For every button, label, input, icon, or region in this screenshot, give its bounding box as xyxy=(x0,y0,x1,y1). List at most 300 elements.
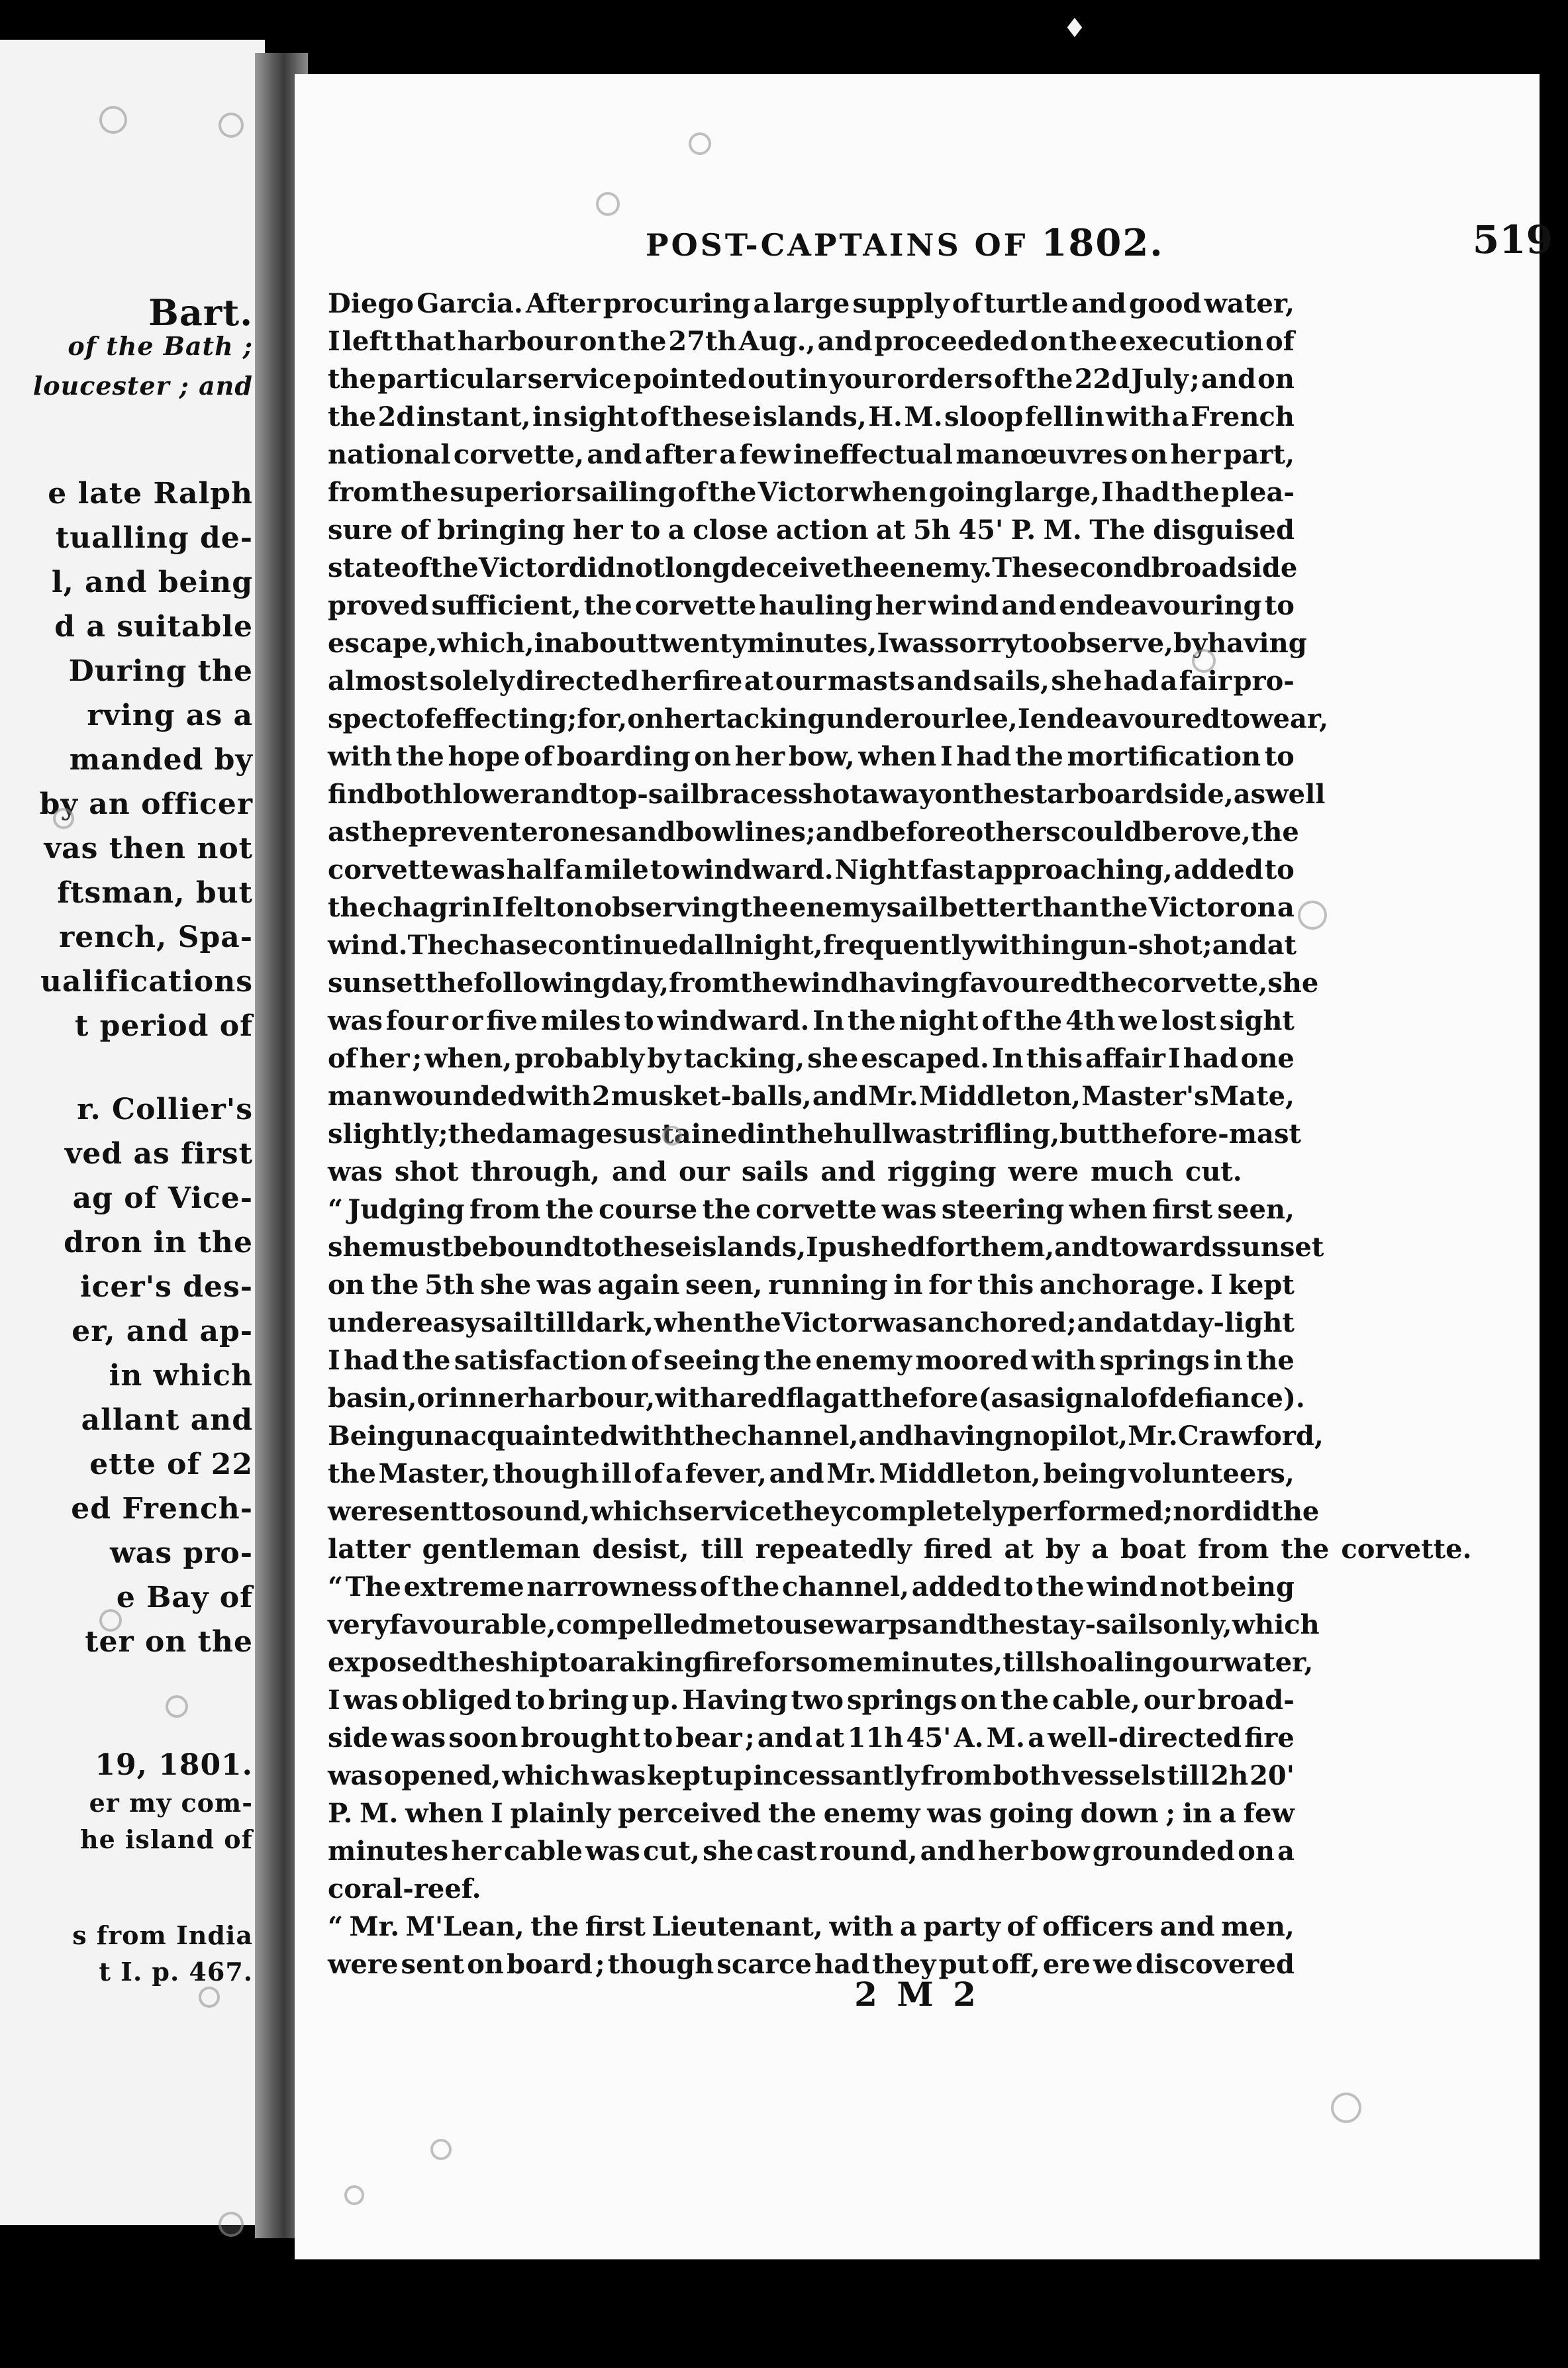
dust-speck xyxy=(199,1987,220,2008)
word: water, xyxy=(1204,288,1295,319)
word: one xyxy=(1240,1043,1295,1074)
text-line xyxy=(328,1267,1295,1303)
word: the xyxy=(732,1307,781,1338)
word: In xyxy=(991,1043,1024,1074)
text-line xyxy=(328,1079,1295,1114)
word: ere xyxy=(1042,1949,1091,1980)
word: sorry xyxy=(944,628,1020,659)
word: sail xyxy=(481,1307,534,1338)
word: Mr. xyxy=(349,1911,400,1942)
word: narrowness xyxy=(526,1571,698,1603)
word: find xyxy=(328,779,385,810)
word: they xyxy=(781,1496,846,1527)
word: of xyxy=(406,703,436,734)
word: on xyxy=(579,326,616,357)
word: to xyxy=(581,1232,612,1263)
page-header xyxy=(295,217,1553,274)
word: through, xyxy=(470,1156,601,1187)
word: though xyxy=(493,1458,599,1489)
word: the xyxy=(328,892,377,923)
word: Master's xyxy=(1081,1081,1209,1112)
word: rove, xyxy=(1177,816,1251,848)
word: at xyxy=(815,1722,845,1753)
word: Judging xyxy=(348,1194,465,1225)
word: 2d xyxy=(377,401,415,432)
word: I xyxy=(492,892,505,923)
word: of xyxy=(981,1005,1011,1036)
word: when, xyxy=(424,1043,513,1074)
word: wind. xyxy=(328,930,408,961)
left-page-line: t I. p. 467. xyxy=(99,1957,253,1987)
word: or xyxy=(451,1005,483,1036)
word: service xyxy=(677,1496,782,1527)
dust-speck xyxy=(344,2185,364,2205)
word: the xyxy=(446,1647,495,1678)
word: which xyxy=(590,1496,678,1527)
word: large xyxy=(773,288,850,319)
left-page-line: vas then not xyxy=(44,832,253,865)
word: channel, xyxy=(781,1571,910,1603)
word: both xyxy=(385,779,453,810)
word: the xyxy=(847,1005,896,1036)
word: was xyxy=(889,628,944,659)
word: to xyxy=(1003,1571,1034,1603)
word: the xyxy=(785,1118,834,1150)
word: a xyxy=(1219,1798,1236,1829)
word: out xyxy=(748,364,797,395)
word: two xyxy=(791,1685,844,1716)
word: seen, xyxy=(1217,1194,1295,1225)
word: lost xyxy=(1161,1005,1216,1036)
text-line xyxy=(328,890,1295,926)
word: the xyxy=(977,1609,1026,1640)
text-line xyxy=(328,1305,1295,1341)
word: had xyxy=(956,741,1012,772)
word: to xyxy=(650,854,680,885)
word: preventer xyxy=(408,816,552,848)
word: off, xyxy=(991,1949,1040,1980)
word: Middleton, xyxy=(918,1081,1081,1112)
word: on xyxy=(960,1685,998,1716)
word: on xyxy=(467,1949,504,1980)
word: sent xyxy=(398,1496,462,1527)
word: “ xyxy=(328,1911,344,1942)
word: from xyxy=(669,967,740,999)
text-line xyxy=(328,928,1295,963)
word: fever, xyxy=(685,1458,767,1489)
word: in xyxy=(534,628,564,659)
word: the xyxy=(618,326,667,357)
word: channel, xyxy=(731,1420,859,1452)
word: on xyxy=(1030,326,1067,357)
text-line xyxy=(328,286,1295,322)
word: and xyxy=(1071,288,1126,319)
word: much xyxy=(1091,1156,1173,1187)
word: being xyxy=(1043,1458,1126,1489)
word: in xyxy=(532,401,562,432)
left-page-line: During the xyxy=(68,654,253,688)
word: our xyxy=(913,703,965,734)
word: a xyxy=(1160,666,1178,697)
word: to xyxy=(1020,628,1050,659)
dust-speck xyxy=(219,113,244,138)
word: affair xyxy=(1085,1043,1165,1074)
text-line xyxy=(328,1343,1295,1379)
word: bear xyxy=(675,1722,742,1753)
word: round, xyxy=(819,1836,918,1867)
word: and xyxy=(815,816,871,848)
word: instant, xyxy=(416,401,531,432)
word: for, xyxy=(577,703,628,734)
word: windward. xyxy=(657,1005,810,1036)
word: she xyxy=(328,1232,379,1263)
word: boat xyxy=(1120,1534,1187,1565)
word: In xyxy=(812,1005,845,1036)
left-page-line: loucester ; and xyxy=(32,371,253,401)
word: was xyxy=(328,1005,383,1036)
word: ineffectual xyxy=(793,439,953,470)
word: action xyxy=(775,515,869,546)
word: the xyxy=(1099,892,1148,923)
word: supply xyxy=(852,288,950,319)
word: very xyxy=(328,1609,390,1640)
word: with xyxy=(1031,1345,1097,1376)
word: the xyxy=(1109,1118,1158,1150)
word: on xyxy=(934,779,972,810)
word: first xyxy=(1152,1194,1213,1225)
word: the xyxy=(740,892,789,923)
word: not xyxy=(1159,1571,1209,1603)
word: a xyxy=(665,1458,683,1489)
word: steering xyxy=(941,1194,1065,1225)
word: the xyxy=(841,552,890,583)
word: corvette xyxy=(634,590,757,621)
word: scarce xyxy=(716,1949,812,1980)
word: braces xyxy=(700,779,799,810)
word: ; xyxy=(1165,1798,1176,1829)
word: when xyxy=(1069,1194,1148,1225)
word: the xyxy=(328,401,377,432)
word: corvette. xyxy=(1341,1534,1472,1565)
word: pro- xyxy=(1233,666,1295,697)
word: fire xyxy=(692,666,743,697)
word: her xyxy=(734,741,785,772)
word: 5h xyxy=(912,515,951,546)
word: observe, xyxy=(1050,628,1173,659)
word: the xyxy=(1171,477,1220,508)
text-line xyxy=(328,1796,1295,1832)
left-page-line: of the Bath ; xyxy=(68,331,253,361)
word: plea- xyxy=(1220,477,1295,508)
word: and xyxy=(1077,1307,1132,1338)
word: or xyxy=(416,1383,449,1414)
word: was xyxy=(391,1722,446,1753)
word: our xyxy=(1143,1685,1195,1716)
word: kept xyxy=(1228,1269,1295,1301)
word: which xyxy=(502,1760,590,1791)
word: the xyxy=(328,1458,377,1489)
word: observing xyxy=(594,892,740,923)
word: added xyxy=(1173,854,1263,885)
word: islands, xyxy=(752,401,867,432)
word: with xyxy=(655,1383,720,1414)
word: well-directed xyxy=(1048,1722,1242,1753)
word: they xyxy=(872,1949,936,1980)
word: though xyxy=(607,1949,714,1980)
word: kept xyxy=(646,1760,713,1791)
word: fell xyxy=(1024,401,1073,432)
word: Diego xyxy=(328,288,414,319)
word: being xyxy=(1211,1571,1295,1603)
word: put xyxy=(938,1949,989,1980)
word: broadside xyxy=(1151,552,1298,583)
word: me xyxy=(709,1609,754,1640)
word: added xyxy=(911,1571,1001,1603)
word: 22d xyxy=(1074,364,1130,395)
word: and xyxy=(1212,930,1267,961)
dust-speck xyxy=(53,808,74,829)
word: few xyxy=(1243,1798,1295,1829)
word: be xyxy=(1142,816,1178,848)
word: M. xyxy=(1043,515,1082,546)
text-line xyxy=(328,1192,1295,1228)
text-line xyxy=(328,399,1295,435)
word: pilot, xyxy=(1050,1420,1128,1452)
word: on xyxy=(1257,364,1295,395)
word: were xyxy=(1008,1156,1079,1187)
word: favoured xyxy=(958,967,1089,999)
word: all xyxy=(697,930,734,961)
word: that xyxy=(394,326,456,357)
left-page-line: l, and being xyxy=(51,566,253,599)
word: fast xyxy=(920,854,976,885)
word: ; xyxy=(805,816,816,848)
word: with xyxy=(328,741,393,772)
word: red xyxy=(736,1383,786,1414)
word: the xyxy=(763,1345,812,1376)
word: which xyxy=(1232,1609,1320,1640)
word: for xyxy=(752,1647,796,1678)
text-line xyxy=(328,550,1298,586)
word: in xyxy=(798,364,828,395)
word: pushed xyxy=(818,1232,926,1263)
word: minutes, xyxy=(873,1647,1003,1678)
left-facing-page xyxy=(0,40,265,2225)
word: springs xyxy=(847,1685,957,1716)
left-page-line: tualling de- xyxy=(55,521,253,555)
text-line xyxy=(328,1116,1301,1152)
word: harbour xyxy=(457,326,577,357)
dust-speck xyxy=(99,1609,122,1632)
word: the xyxy=(395,741,444,772)
word: of xyxy=(699,1571,729,1603)
word: proceeded xyxy=(874,326,1028,357)
word: the xyxy=(1024,364,1073,395)
word: national xyxy=(328,439,451,470)
left-page-line: er my com- xyxy=(89,1788,253,1818)
word: and xyxy=(920,1836,975,1867)
text-line xyxy=(328,513,1295,548)
word: she xyxy=(807,1043,859,1074)
word: plainly xyxy=(510,1798,611,1829)
word: sails, xyxy=(973,666,1050,697)
left-page-line: dron in the xyxy=(64,1226,253,1259)
word: gentleman xyxy=(422,1534,581,1565)
word: on xyxy=(556,892,594,923)
word: to xyxy=(461,1496,492,1527)
word: flag xyxy=(785,1383,841,1414)
word: approaching, xyxy=(977,854,1173,885)
word: man xyxy=(328,1081,393,1112)
word: seen, xyxy=(685,1269,763,1301)
word: the xyxy=(1014,1005,1063,1036)
word: obliged xyxy=(401,1685,512,1716)
word: I xyxy=(328,1345,340,1376)
word: chagrin xyxy=(377,892,491,923)
word: I xyxy=(940,741,953,772)
word: your xyxy=(829,364,896,395)
word: the xyxy=(360,816,409,848)
text-line xyxy=(328,1494,1320,1530)
word: Mate, xyxy=(1209,1081,1295,1112)
word: having xyxy=(1207,628,1307,659)
left-page-line: Bart. xyxy=(148,291,253,334)
word: a xyxy=(753,288,771,319)
word: only, xyxy=(1163,1609,1232,1640)
word: enemy xyxy=(789,892,886,923)
word: course xyxy=(599,1194,698,1225)
word: to xyxy=(1264,741,1295,772)
text-line xyxy=(328,626,1307,662)
word: did xyxy=(568,552,616,583)
text-line xyxy=(328,1607,1320,1643)
word: sustained xyxy=(612,1118,756,1150)
word: following xyxy=(473,967,611,999)
word: day-light xyxy=(1162,1307,1295,1338)
word: to xyxy=(754,1609,784,1640)
left-page-line: rving as a xyxy=(87,699,253,732)
left-page-line: ed French- xyxy=(71,1492,253,1526)
word: the xyxy=(683,1420,732,1452)
word: Mr. xyxy=(868,1081,918,1112)
signature-mark: 2 M 2 xyxy=(854,1975,980,2014)
word: with xyxy=(618,1420,683,1452)
word: defiance). xyxy=(1159,1383,1305,1414)
word: Victor xyxy=(1148,892,1239,923)
word: left xyxy=(342,326,393,357)
word: felt xyxy=(505,892,556,923)
word: probably xyxy=(514,1043,645,1074)
word: endeavoured xyxy=(1030,703,1220,734)
word: I xyxy=(1101,477,1114,508)
word: lee, xyxy=(964,703,1018,734)
word: French xyxy=(1191,401,1295,432)
word: sail xyxy=(886,892,939,923)
word: windward. xyxy=(681,854,834,885)
word: unacquainted xyxy=(415,1420,619,1452)
word: the xyxy=(1001,1685,1050,1716)
word: of xyxy=(1006,1911,1036,1942)
word: our xyxy=(678,1156,730,1187)
word: her xyxy=(875,590,926,621)
word: towards xyxy=(1109,1232,1227,1263)
word: I xyxy=(328,1685,340,1716)
text-line xyxy=(328,664,1295,699)
word: of xyxy=(400,515,430,546)
word: on xyxy=(1238,1836,1275,1867)
word: 4th xyxy=(1065,1005,1116,1036)
word: side, xyxy=(1163,779,1234,810)
word: ; xyxy=(1202,930,1212,961)
word: five xyxy=(486,1005,538,1036)
word: in xyxy=(756,1118,785,1150)
word: up xyxy=(714,1760,752,1791)
page-number: 519 xyxy=(1472,217,1553,262)
word: I xyxy=(1210,1269,1223,1301)
word: the xyxy=(1089,967,1138,999)
word: when xyxy=(858,741,937,772)
word: inner xyxy=(448,1383,528,1414)
word: large, xyxy=(1014,477,1101,508)
word: on xyxy=(1130,439,1168,470)
word: corvette, xyxy=(1137,967,1268,999)
word: and xyxy=(820,1156,876,1187)
word: of xyxy=(994,364,1024,395)
word: of xyxy=(524,741,554,772)
word: was xyxy=(872,1307,927,1338)
word: Crawford, xyxy=(1177,1420,1324,1452)
word: her xyxy=(573,515,623,546)
word: till xyxy=(1003,1647,1046,1678)
word: starboard xyxy=(1020,779,1164,810)
word: when xyxy=(654,1307,732,1338)
word: trifling, xyxy=(947,1118,1060,1150)
word: and xyxy=(1054,1232,1110,1263)
word: by xyxy=(1173,628,1208,659)
text-line xyxy=(328,324,1295,360)
text-line xyxy=(328,701,1328,737)
word: on xyxy=(627,703,664,734)
word: second xyxy=(1048,552,1152,583)
word: of xyxy=(634,1458,663,1489)
word: a xyxy=(667,515,685,546)
word: escape, xyxy=(328,628,438,659)
word: repeatedly xyxy=(755,1534,912,1565)
word: to xyxy=(1220,703,1251,734)
word: proved xyxy=(328,590,429,621)
word: the xyxy=(530,1911,579,1942)
word: in xyxy=(893,1269,923,1301)
word: sure xyxy=(328,515,393,546)
text-line xyxy=(328,1758,1295,1794)
word: perceived xyxy=(618,1798,761,1829)
word: not xyxy=(616,552,665,583)
left-page-line: manded by xyxy=(69,743,253,777)
word: enemy. xyxy=(889,552,993,583)
word: till xyxy=(1167,1760,1210,1791)
word: basin, xyxy=(328,1383,417,1414)
word: the xyxy=(370,1269,419,1301)
word: state xyxy=(328,552,401,583)
word: 45' xyxy=(958,515,1004,546)
word: side xyxy=(328,1722,389,1753)
word: endeavouring xyxy=(1059,590,1262,621)
word: wounded xyxy=(393,1081,526,1112)
word: this xyxy=(977,1269,1034,1301)
word: could xyxy=(1060,816,1143,848)
text-line xyxy=(328,437,1295,473)
word: of xyxy=(952,288,981,319)
